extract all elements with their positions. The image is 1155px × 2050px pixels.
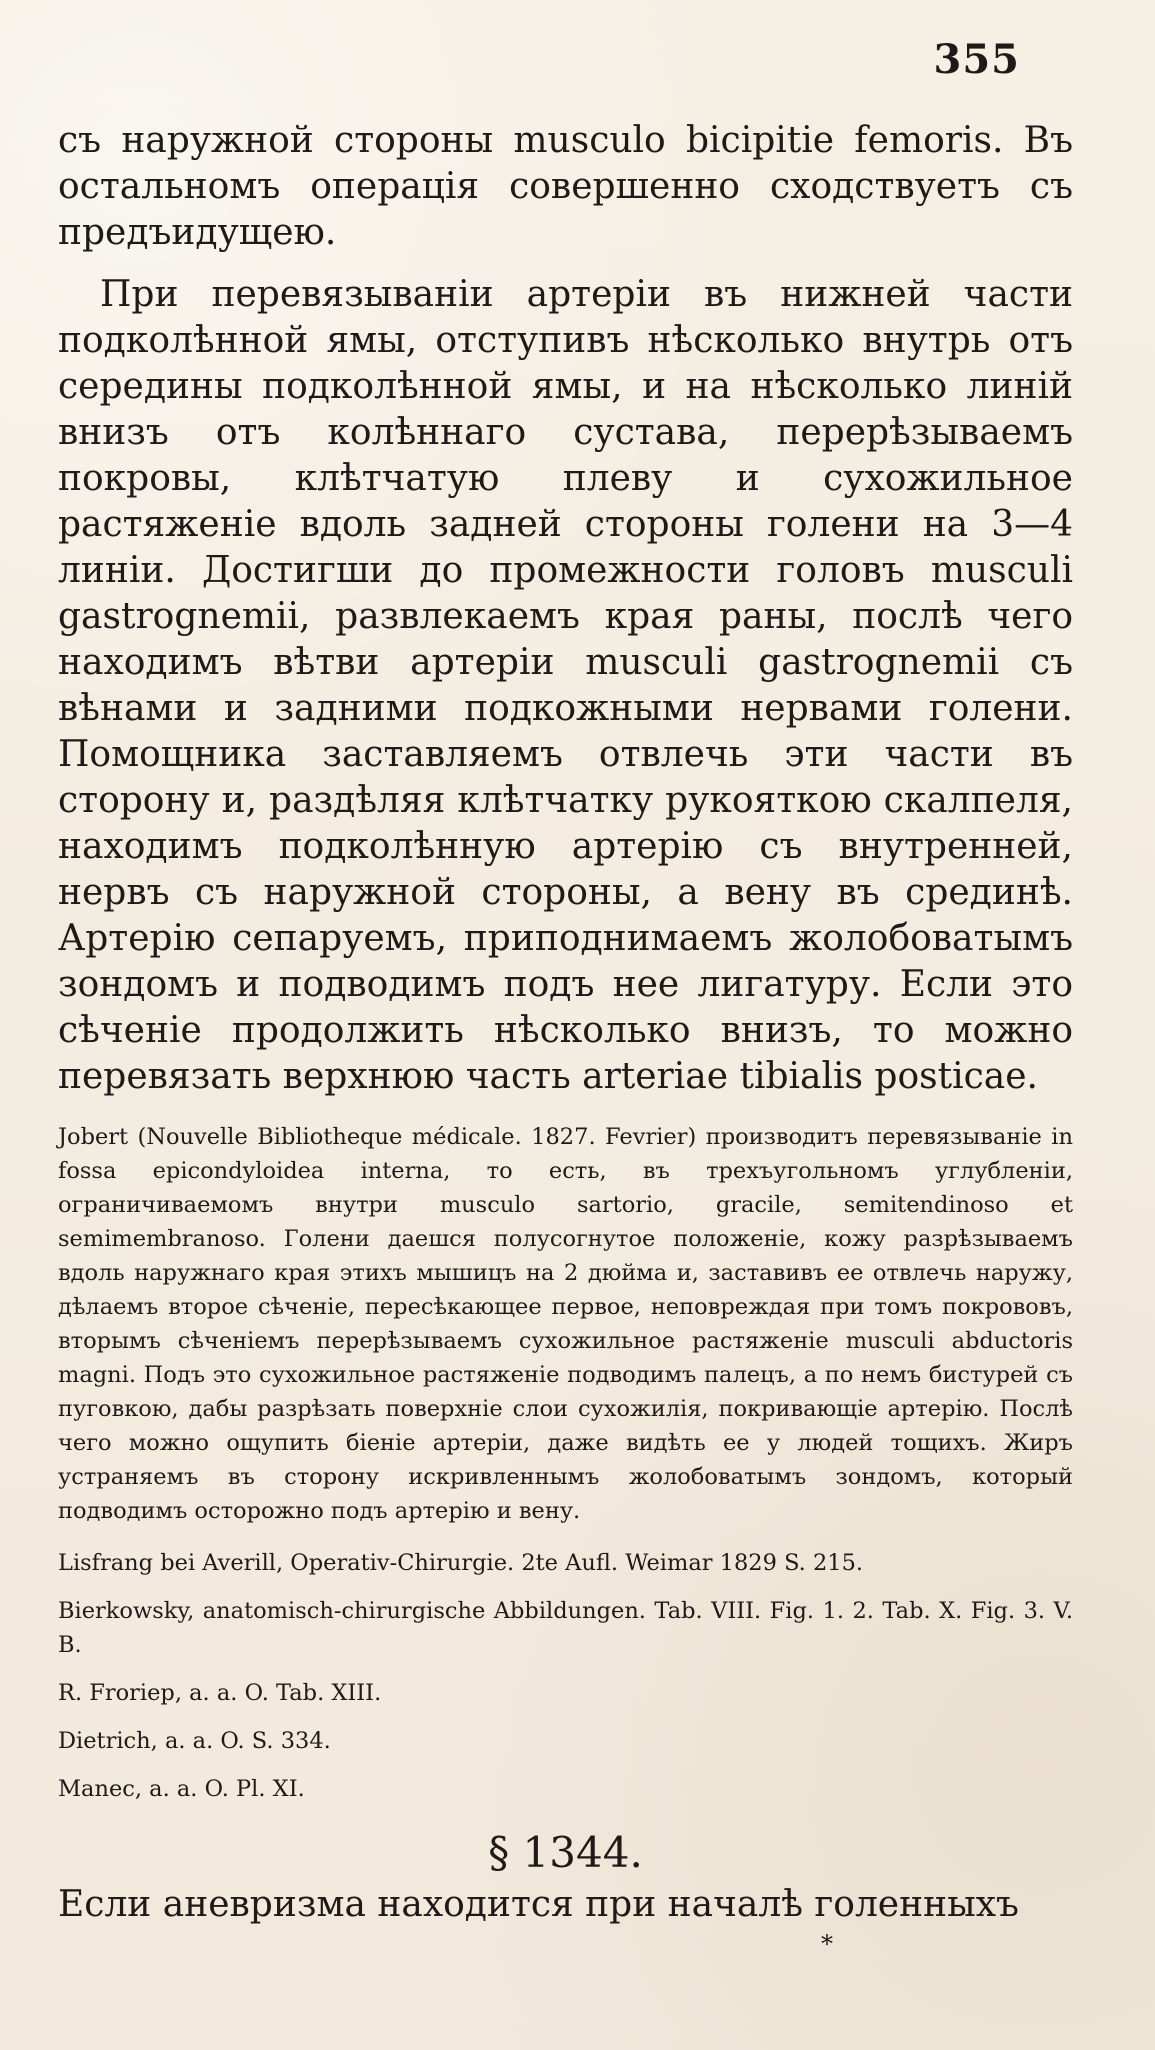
main-paragraph-1: съ наружной стороны musculo bicipitie femoris. Въ остальномъ операція совершенно сходствуетъ съ предъидущею. — [58, 120, 1073, 253]
closing-line: Если аневризма находится при началѣ голенныхъ — [58, 1884, 1019, 1925]
reference-item-4: Dietrich, a. a. O. S. 334. — [58, 1728, 331, 1754]
page-content — [58, 118, 1073, 1956]
reference-item-3: R. Froriep, a. a. O. Tab. XIII. — [58, 1680, 382, 1706]
section-number: § 1344. — [488, 1828, 643, 1877]
reference-item-2: Bierkowsky, anatomisch-chirurgische Abbildungen. Tab. VIII. Fig. 1. 2. Tab. X. Fig. 3. V. B. — [58, 1598, 1073, 1658]
main-paragraph-2: При перевязываніи артеріи въ нижней части подколѣнной ямы, отступивъ нѣсколько внутрь отъ середины подколѣнной ямы, и на нѣсколько линій внизъ отъ колѣннаго сустава, перерѣзываемъ покровы, клѣтчатую плеву и сухожильное растяженіе вдоль задней стороны голени на 3—4 линіи. Достигши до промежности головъ musculi gastrognemii, развлекаемъ края раны, послѣ чего находимъ вѣтви артеріи musculi gastrognemii съ вѣнами и задними подкожными нервами голени. Помощника заставляемъ отвлечь эти части въ сторону и, раздѣляя клѣтчатку рукояткою скалпеля, находимъ подколѣнную артерію съ внутренней, нервъ съ наружной стороны, а вену въ срединѣ. Артерію сепаруемъ, приподнимаемъ жолобоватымъ зондомъ и подводимъ подъ нее лигатуру. Если это сѣченіе продолжить нѣсколько внизъ, то можно перевязать верхнюю часть arteriae tibialis posticae. — [58, 274, 1073, 1097]
footnote-paragraph: Jobert (Nouvelle Bibliotheque médicale. 1827. Fevrier) производитъ перевязываніе in fossa epicondyloidea interna, то есть, въ трехъугольномъ углубленіи, ограничиваемомъ внутри musculo sartorio, gracile, semitendinoso et semimembranoso. Голени даешся полусогнутое положеніе, кожу разрѣзываемъ вдоль наружнаго края этихъ мышицъ на 2 дюйма и, заставивъ ее отвлечь наружу, дѣлаемъ второе сѣченіе, пересѣкающее первое, неповреждая при томъ покрововъ, вторымъ сѣченіемъ перерѣзываемъ сухожильное растяженіе musculi abductoris magni. Подъ это сухожильное растяженіе подводимъ палецъ, а по немъ бистурей съ пуговкою, дабы разрѣзать поверхніе слои сухожилія, покривающіе артерію. Послѣ чего можно ощупить біеніе артеріи, даже видѣть ее у людей тощихъ. Жиръ устраняемъ въ сторону искривленнымъ жолобоватымъ зондомъ, который подводимъ осторожно подъ артерію и вену. — [58, 1124, 1073, 1524]
signature-mark: * — [821, 1930, 833, 1958]
reference-list — [58, 1546, 1073, 1806]
reference-item-1: Lisfrang bei Averill, Operativ-Chirurgie. 2te Aufl. Weimar 1829 S. 215. — [58, 1550, 864, 1576]
page-number: 355 — [933, 36, 1020, 83]
reference-item-5: Manec, a. a. O. Pl. XI. — [58, 1776, 305, 1802]
